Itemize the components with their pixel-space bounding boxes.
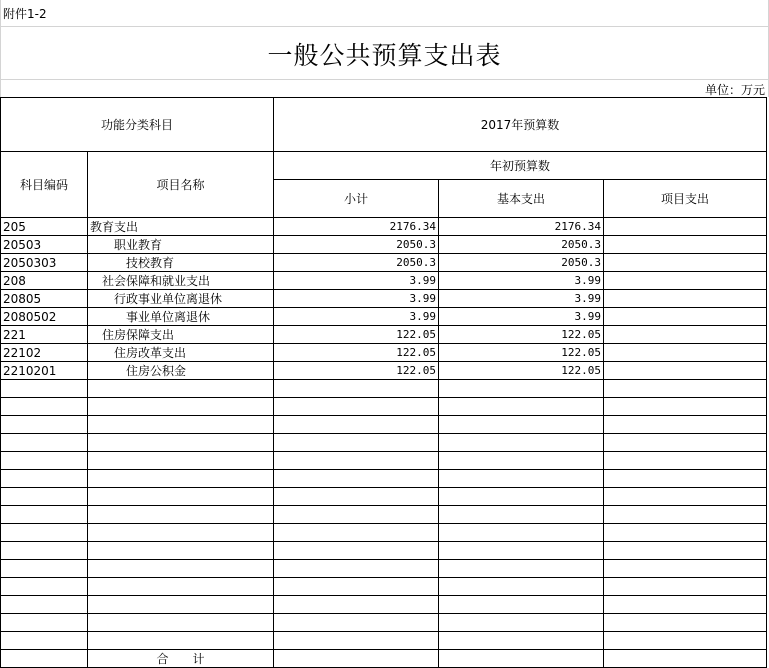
empty-cell bbox=[1, 578, 88, 596]
empty-cell bbox=[604, 506, 767, 524]
project-header: 项目支出 bbox=[604, 180, 767, 218]
table-row bbox=[1, 236, 767, 254]
empty-row bbox=[1, 416, 767, 434]
empty-cell bbox=[439, 452, 604, 470]
table-row bbox=[1, 254, 767, 272]
row-basic: 3.99 bbox=[439, 272, 604, 290]
subtotal-header: 小计 bbox=[274, 180, 439, 218]
empty-cell bbox=[88, 578, 274, 596]
empty-cell bbox=[88, 452, 274, 470]
empty-cell bbox=[604, 560, 767, 578]
empty-row bbox=[1, 488, 767, 506]
total-value bbox=[439, 650, 604, 668]
empty-row bbox=[1, 506, 767, 524]
empty-cell bbox=[439, 470, 604, 488]
empty-row bbox=[1, 578, 767, 596]
row-code: 20503 bbox=[1, 236, 88, 254]
empty-cell bbox=[604, 488, 767, 506]
empty-cell bbox=[439, 506, 604, 524]
empty-cell bbox=[1, 614, 88, 632]
empty-cell bbox=[1, 416, 88, 434]
empty-cell bbox=[1, 380, 88, 398]
row-subtotal: 3.99 bbox=[274, 290, 439, 308]
row-project bbox=[604, 308, 767, 326]
empty-row bbox=[1, 380, 767, 398]
budget-table bbox=[0, 97, 767, 668]
empty-cell bbox=[274, 524, 439, 542]
empty-cell bbox=[88, 524, 274, 542]
row-subtotal: 3.99 bbox=[274, 308, 439, 326]
basic-header: 基本支出 bbox=[439, 180, 604, 218]
total-value bbox=[274, 650, 439, 668]
unit-label: 单位：万元 bbox=[704, 83, 765, 97]
initial-budget-header: 年初预算数 bbox=[274, 152, 767, 180]
empty-cell bbox=[88, 416, 274, 434]
empty-cell bbox=[88, 542, 274, 560]
row-project bbox=[604, 272, 767, 290]
empty-cell bbox=[439, 542, 604, 560]
row-subtotal: 3.99 bbox=[274, 272, 439, 290]
empty-cell bbox=[1, 524, 88, 542]
row-project bbox=[604, 344, 767, 362]
table-row bbox=[1, 344, 767, 362]
total-label: 合 计 bbox=[88, 650, 274, 668]
empty-cell bbox=[274, 434, 439, 452]
row-name: 教育支出 bbox=[88, 218, 274, 236]
total-row bbox=[1, 650, 767, 668]
empty-cell bbox=[274, 560, 439, 578]
empty-cell bbox=[604, 398, 767, 416]
empty-cell bbox=[274, 542, 439, 560]
row-name: 职业教育 bbox=[88, 236, 274, 254]
empty-cell bbox=[604, 596, 767, 614]
empty-cell bbox=[604, 434, 767, 452]
empty-cell bbox=[604, 542, 767, 560]
empty-cell bbox=[88, 434, 274, 452]
row-subtotal: 122.05 bbox=[274, 362, 439, 380]
empty-cell bbox=[1, 506, 88, 524]
empty-row bbox=[1, 632, 767, 650]
empty-cell bbox=[439, 380, 604, 398]
row-project bbox=[604, 236, 767, 254]
row-code: 22102 bbox=[1, 344, 88, 362]
budget-year-header: 2017年预算数 bbox=[274, 98, 767, 152]
row-subtotal: 2176.34 bbox=[274, 218, 439, 236]
row-project bbox=[604, 290, 767, 308]
row-code: 2080502 bbox=[1, 308, 88, 326]
empty-cell bbox=[604, 452, 767, 470]
row-subtotal: 2050.3 bbox=[274, 254, 439, 272]
row-name: 社会保障和就业支出 bbox=[88, 272, 274, 290]
empty-cell bbox=[439, 632, 604, 650]
row-code: 205 bbox=[1, 218, 88, 236]
empty-cell bbox=[1, 560, 88, 578]
empty-cell bbox=[604, 524, 767, 542]
empty-cell bbox=[1, 470, 88, 488]
row-name: 技校教育 bbox=[88, 254, 274, 272]
empty-cell bbox=[274, 578, 439, 596]
row-name: 事业单位离退休 bbox=[88, 308, 274, 326]
row-project bbox=[604, 326, 767, 344]
empty-cell bbox=[88, 488, 274, 506]
row-name: 住房保障支出 bbox=[88, 326, 274, 344]
empty-row bbox=[1, 452, 767, 470]
row-basic: 2050.3 bbox=[439, 236, 604, 254]
row-basic: 122.05 bbox=[439, 344, 604, 362]
table-row bbox=[1, 362, 767, 380]
empty-cell bbox=[439, 434, 604, 452]
empty-cell bbox=[274, 398, 439, 416]
row-project bbox=[604, 254, 767, 272]
page-title: 一般公共预算支出表 bbox=[267, 41, 502, 70]
name-header: 项目名称 bbox=[88, 152, 274, 218]
empty-cell bbox=[88, 632, 274, 650]
row-subtotal: 122.05 bbox=[274, 344, 439, 362]
empty-cell bbox=[88, 596, 274, 614]
row-basic: 2050.3 bbox=[439, 254, 604, 272]
empty-cell bbox=[274, 632, 439, 650]
table-row bbox=[1, 290, 767, 308]
empty-cell bbox=[604, 632, 767, 650]
total-value bbox=[604, 650, 767, 668]
empty-cell bbox=[1, 488, 88, 506]
empty-cell bbox=[1, 398, 88, 416]
table-row bbox=[1, 326, 767, 344]
empty-cell bbox=[604, 578, 767, 596]
row-project bbox=[604, 362, 767, 380]
row-code: 20805 bbox=[1, 290, 88, 308]
row-code: 221 bbox=[1, 326, 88, 344]
table-row bbox=[1, 308, 767, 326]
row-code: 208 bbox=[1, 272, 88, 290]
row-basic: 122.05 bbox=[439, 362, 604, 380]
row-subtotal: 2050.3 bbox=[274, 236, 439, 254]
empty-cell bbox=[274, 470, 439, 488]
row-basic: 3.99 bbox=[439, 290, 604, 308]
empty-row bbox=[1, 524, 767, 542]
empty-cell bbox=[439, 614, 604, 632]
empty-cell bbox=[274, 506, 439, 524]
empty-cell bbox=[439, 398, 604, 416]
empty-cell bbox=[439, 560, 604, 578]
empty-cell bbox=[439, 524, 604, 542]
row-name: 住房改革支出 bbox=[88, 344, 274, 362]
code-header: 科目编码 bbox=[1, 152, 88, 218]
empty-cell bbox=[88, 614, 274, 632]
empty-row bbox=[1, 614, 767, 632]
row-name: 住房公积金 bbox=[88, 362, 274, 380]
empty-cell bbox=[439, 416, 604, 434]
empty-cell bbox=[604, 416, 767, 434]
row-subtotal: 122.05 bbox=[274, 326, 439, 344]
empty-cell bbox=[274, 488, 439, 506]
empty-cell bbox=[88, 560, 274, 578]
row-name: 行政事业单位离退休 bbox=[88, 290, 274, 308]
table-row bbox=[1, 272, 767, 290]
empty-cell bbox=[604, 380, 767, 398]
empty-cell bbox=[88, 398, 274, 416]
empty-cell bbox=[274, 380, 439, 398]
empty-cell bbox=[1, 452, 88, 470]
empty-row bbox=[1, 398, 767, 416]
empty-row bbox=[1, 542, 767, 560]
row-code: 2050303 bbox=[1, 254, 88, 272]
empty-cell bbox=[274, 452, 439, 470]
table-row bbox=[1, 218, 767, 236]
empty-cell bbox=[1, 632, 88, 650]
empty-cell bbox=[1, 596, 88, 614]
row-basic: 122.05 bbox=[439, 326, 604, 344]
empty-row bbox=[1, 470, 767, 488]
empty-row bbox=[1, 596, 767, 614]
row-basic: 3.99 bbox=[439, 308, 604, 326]
row-basic: 2176.34 bbox=[439, 218, 604, 236]
total-code bbox=[1, 650, 88, 668]
empty-cell bbox=[274, 416, 439, 434]
empty-cell bbox=[88, 506, 274, 524]
empty-row bbox=[1, 560, 767, 578]
row-project bbox=[604, 218, 767, 236]
empty-cell bbox=[439, 596, 604, 614]
empty-cell bbox=[88, 380, 274, 398]
empty-cell bbox=[88, 470, 274, 488]
empty-cell bbox=[604, 470, 767, 488]
empty-cell bbox=[1, 542, 88, 560]
empty-cell bbox=[274, 614, 439, 632]
empty-cell bbox=[439, 488, 604, 506]
empty-cell bbox=[604, 614, 767, 632]
empty-row bbox=[1, 434, 767, 452]
category-header: 功能分类科目 bbox=[1, 98, 274, 152]
empty-cell bbox=[439, 578, 604, 596]
row-code: 2210201 bbox=[1, 362, 88, 380]
attachment-label: 附件1-2 bbox=[3, 7, 47, 21]
empty-cell bbox=[274, 596, 439, 614]
empty-cell bbox=[1, 434, 88, 452]
